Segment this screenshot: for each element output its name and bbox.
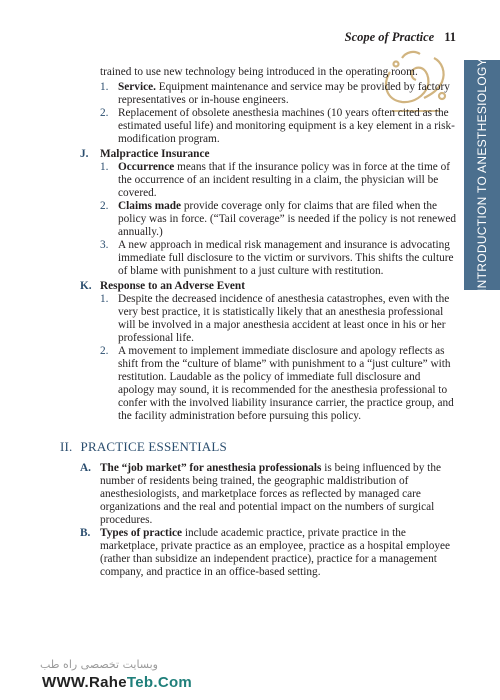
major-heading-title: PRACTICE ESSENTIALS [80,438,227,454]
list-item [80,81,456,107]
lead-list [80,81,456,146]
watermark-persian-text: وبسایت تخصصی راه طب [40,658,158,671]
page-body [60,66,456,579]
list-item [80,345,456,424]
list-item [80,200,456,239]
item-number: 1. [100,81,109,94]
item-text [118,293,456,345]
entry-term: Types of practice [100,527,182,540]
section-title: Response to an Adverse Event [100,279,245,292]
item-number: 1. [100,292,109,305]
lead-paragraph: trained to use new technology being introduced in the operating room. [100,66,418,78]
item-number: 2. [100,107,109,120]
chapter-side-tab [464,60,500,290]
item-text [118,200,456,239]
item-text [118,107,456,146]
section-heading [80,148,456,161]
item-term: Occurrence [118,160,175,173]
section-list [80,293,456,424]
entry-body: include academic practice, private practice in the marketplace, private practice as an employee, practice as a hospital employee (rather than subsidize an independent practice), practice for a management company, and practice in an office-based setting. [100,527,451,579]
section-adverse-event [80,280,456,424]
item-text [118,161,456,200]
list-item [80,293,456,345]
item-body: means that if the insurance policy was in force at the time of the occurrence of an incident resulting in a claim, the physician will be covered. [118,160,450,199]
item-body: Equipment maintenance and service may be provided by factory representatives or in-house engineers. [118,81,450,107]
item-body: Replacement of obsolete anesthesia machines (10 years often cited as the estimated useful life) and monitoring equipment is a key element in a risk-modification program. [118,107,455,146]
list-item [80,239,456,278]
section-list [80,161,456,279]
item-number: 3. [100,239,109,252]
entry-job-market [80,462,456,527]
list-item [80,161,456,200]
header-title: Scope of Practice [344,30,435,44]
major-heading-numeral: II. [60,438,73,454]
entry-letter: A. [80,461,91,474]
item-text [118,239,456,278]
major-heading [60,440,456,453]
section-title: Malpractice Insurance [100,147,210,160]
item-number: 2. [100,344,109,357]
entry-text [100,462,456,527]
entry-types-of-practice [80,527,456,579]
item-body: A new approach in medical risk management and insurance is advocating immediate full disclosure to the victim or survivors. This shifts the culture of blame with punishment to a just culture with restitution. [118,239,454,278]
watermark-url-prefix: WWW.Rahe [42,674,127,691]
section-letter: K. [80,279,92,292]
item-body: Despite the decreased incidence of anesthesia catastrophes, even with the very best practice, it is statistically likely that an anesthesia professional will be involved in a major anesthesia accident at least once in his or her professional life. [118,292,450,344]
section-letter: J. [80,147,89,160]
watermark-url[interactable] [42,674,192,691]
entry-letter: B. [80,527,91,540]
entry-term: The “job market” for anesthesia professionals [100,461,322,474]
list-item [80,107,456,146]
watermark-url-suffix: Teb.Com [126,674,193,691]
entry-body: is being influenced by the number of residents being trained, the geographic maldistribution of anesthesiologists, and marketplace forces as reflected by managed care organizations and the real and potential impact on the numbers of surgical procedures. [100,461,441,526]
item-body: A movement to implement immediate disclosure and apology reflects as shift from the “culture of blame” with punishment to a “just culture” with restitution. Laudable as the policy of immediate full disclosure and apology may sound, it is recommended for the anesthesia professional to confer with the involved liability insurance carrier, the practice group, and the facility administration before pursuing this policy. [118,344,454,423]
page-number: 11 [444,30,456,44]
entry-text [100,527,456,579]
section-heading [80,280,456,293]
side-tab-label: INTRODUCTION TO ANESTHESIOLOGY [475,58,489,292]
section-malpractice-insurance [80,148,456,279]
item-term: Service. [118,81,156,94]
item-number: 2. [100,199,109,212]
item-text [118,345,456,424]
item-body: provide coverage only for claims that are filed when the policy was in force. (“Tail coverage” is needed if the policy is not renewed annually.) [118,199,456,239]
item-term: Claims made [118,199,182,212]
item-text [118,81,456,107]
item-number: 1. [100,160,109,173]
